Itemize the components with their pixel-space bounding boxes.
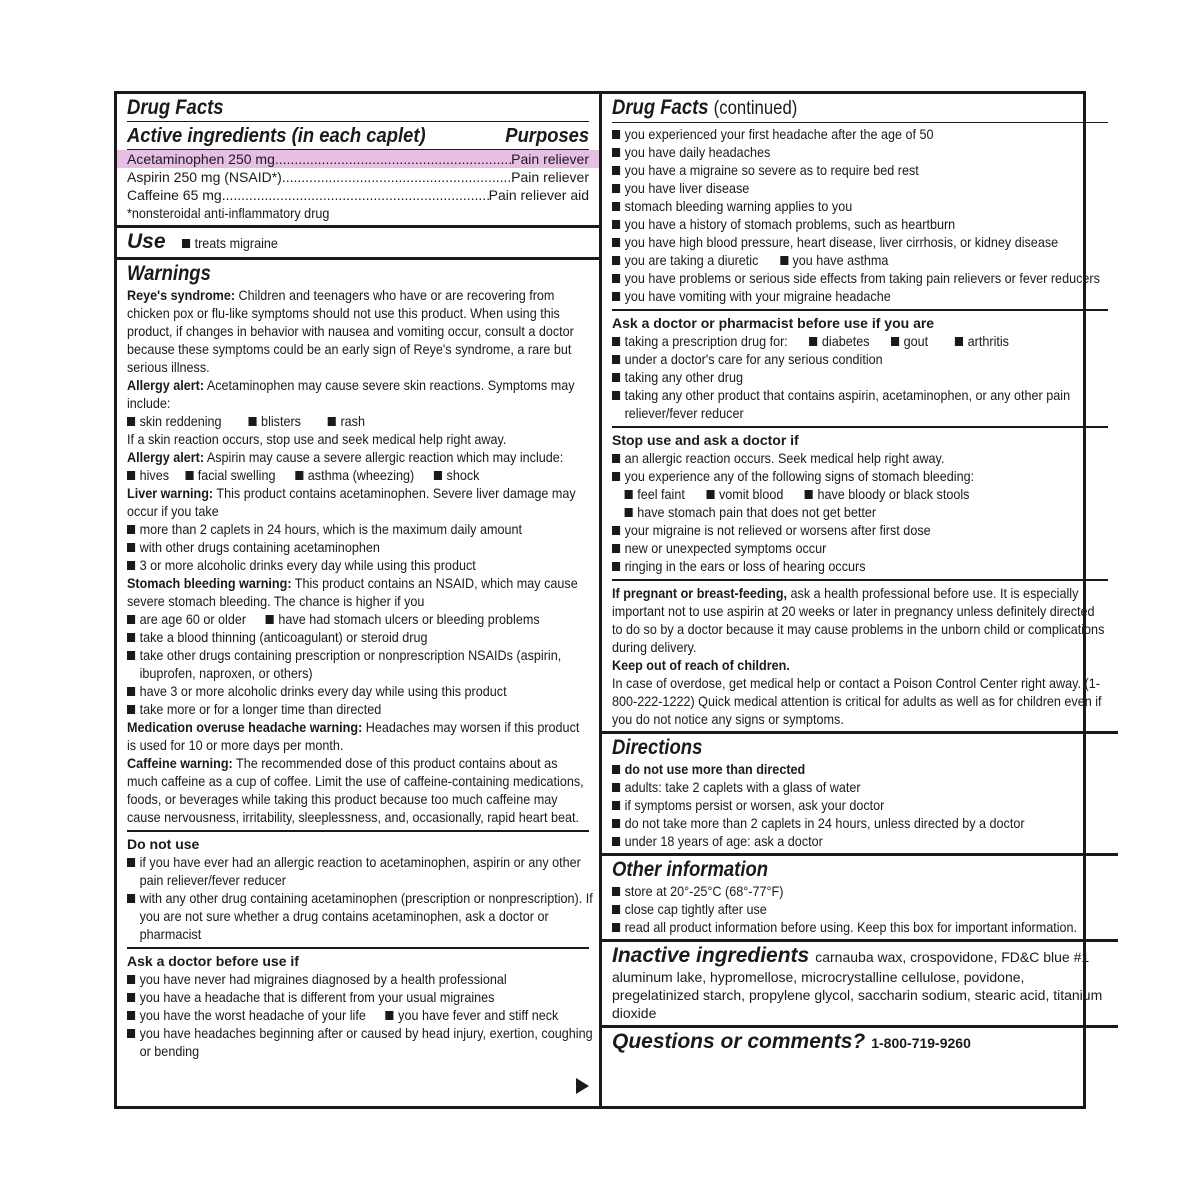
use-section [117, 225, 599, 257]
overuse-warning [127, 718, 589, 754]
allergy-1-after: If a skin reaction occurs, stop use and seek medical help right away. [127, 431, 507, 447]
continue-arrow-icon [576, 1078, 589, 1094]
stop-use-heading: Stop use and ask a doctor if [612, 432, 799, 448]
continued-section [602, 94, 1118, 731]
ask-doctor-item: you have daily headaches [612, 143, 1107, 161]
warnings-section [117, 257, 599, 1106]
ingredient-row [117, 150, 599, 168]
ask-doctor-item: you have never had migraines diagnosed by a health professional [127, 970, 589, 988]
questions-line [612, 1030, 1108, 1054]
bleeding-signs [612, 503, 1120, 521]
ingredient-name: Caffeine 65 mg [127, 187, 222, 203]
ask-doctor-item: you have a history of stomach problems, such as heartburn [612, 215, 1107, 233]
ask-doctor-item: you have headaches beginning after or caused by head injury, exertion, coughing or bending [127, 1024, 601, 1060]
reyes-label: Reye's syndrome: [127, 287, 236, 303]
pharmacist-item: taking a prescription drug for: [612, 333, 788, 349]
allergy-1-symptoms [127, 412, 589, 430]
ask-doctor-item: you have problems or serious side effects from taking pain relievers or fever reducers [612, 269, 1120, 287]
ask-pharmacist-heading: Ask a doctor or pharmacist before use if you are [612, 315, 935, 331]
ingredient-purpose: Pain reliever [511, 151, 589, 167]
stomach-item: have had stomach ulcers or bleeding problems [266, 611, 540, 627]
symptom: asthma (wheezing) [295, 467, 414, 483]
prescription-drug-line [612, 332, 1107, 350]
ingredient-purpose: Pain reliever [511, 169, 589, 185]
ask-doctor-item: you have high blood pressure, heart disease, liver cirrhosis, or kidney disease [612, 233, 1107, 251]
keep-out-of-reach: Keep out of reach of children. [612, 657, 790, 673]
ingredient-row [127, 186, 589, 204]
condition: diabetes [809, 333, 869, 349]
direction-item: under 18 years of age: ask a doctor [612, 832, 1107, 850]
drug-facts-title: Drug Facts [127, 96, 224, 119]
symptom: facial swelling [185, 467, 275, 483]
ask-doctor-item: you experienced your first headache after the age of 50 [612, 125, 1107, 143]
liver-item: with other drugs containing acetaminophen [127, 538, 589, 556]
condition: arthritis [955, 333, 1009, 349]
leader-dots [222, 186, 489, 204]
ask-doctor-heading: Ask a doctor before use if [127, 953, 299, 969]
ask-doctor-item: you have fever and stiff neck [386, 1007, 559, 1023]
questions-section [602, 1025, 1118, 1106]
ask-doctor-inline-items [612, 251, 1107, 269]
stomach-text: This product contains an NSAID, which may cause severe stomach bleeding. The chance is higher if you [127, 575, 578, 609]
directions-section [602, 731, 1118, 853]
other-info-item: close cap tightly after use [612, 900, 1107, 918]
allergy-alert-1 [127, 376, 589, 412]
ask-doctor-item: you have a migraine so severe as to require bed rest [612, 161, 1107, 179]
inactive-heading: Inactive ingredients [612, 944, 810, 967]
drug-facts-label [114, 91, 1105, 1109]
liver-text: This product contains acetaminophen. Severe liver damage may occur if you take [127, 485, 576, 519]
symptom: hives [127, 467, 169, 483]
leader-dots [282, 168, 511, 186]
reyes-warning [127, 286, 589, 376]
stop-use-item: an allergic reaction occurs. Seek medical help right away. [612, 449, 1107, 467]
direction-item: adults: take 2 caplets with a glass of water [612, 778, 1107, 796]
stop-use-item: ringing in the ears or loss of hearing occurs [612, 557, 1107, 575]
active-header [127, 124, 589, 148]
stop-use-item: new or unexpected symptoms occur [612, 539, 1107, 557]
do-not-use-heading: Do not use [127, 836, 200, 852]
allergy-label: Allergy alert: [127, 449, 205, 465]
pharmacist-item: taking any other drug [612, 368, 1107, 386]
divider [127, 947, 589, 949]
stop-use-item: your migraine is not relieved or worsens after first dose [612, 521, 1107, 539]
divider [127, 830, 589, 832]
direction-item: do not take more than 2 caplets in 24 hours, unless directed by a doctor [612, 814, 1107, 832]
ask-doctor-item: you have the worst headache of your life [127, 1007, 366, 1023]
do-not-use-item: if you have ever had an allergic reaction to acetaminophen, aspirin or any other pain reliever/fever reducer [127, 853, 601, 889]
allergy-2-symptoms [127, 466, 589, 484]
stomach-item: take more or for a longer time than directed [127, 700, 589, 718]
pharmacist-item: taking any other product that contains aspirin, acetaminophen, or any other pain reliever/fever reducer [612, 386, 1120, 422]
direction-item: do not use more than directed [612, 760, 1107, 778]
title-text: Drug Facts [612, 96, 709, 119]
allergy-alert-2 [127, 448, 589, 466]
drug-facts-continued-title [612, 96, 1048, 121]
ingredient-name: Acetaminophen 250 mg [127, 151, 275, 167]
other-info-item: store at 20°-25°C (68°-77°F) [612, 882, 1107, 900]
directions-heading: Directions [612, 736, 703, 759]
inactive-list: carnauba wax, crospovidone, FD&C blue #1 aluminum lake, hypromellose, microcrystalline cellulose, povidone, pregelatinized starch, propylene glycol, saccharin sodium, stearic acid, titanium dioxide [612, 949, 1103, 1021]
ingredient-purpose: Pain reliever aid [488, 187, 589, 203]
divider [612, 309, 1108, 311]
ask-doctor-item: you have a headache that is different from your usual migraines [127, 988, 589, 1006]
stomach-item: take other drugs containing prescription or nonprescription NSAIDs (aspirin, ibuprofen, naproxen, or others) [127, 646, 601, 682]
allergy-text: Aspirin may cause a severe allergic reaction which may include: [206, 449, 564, 465]
questions-phone: 1-800-719-9260 [871, 1035, 971, 1051]
allergy-text: Acetaminophen may cause severe skin reactions. Symptoms may include: [127, 377, 575, 411]
purposes-heading: Purposes [505, 125, 589, 147]
use-line [127, 230, 589, 254]
ask-doctor-item: you are taking a diuretic [612, 252, 758, 268]
active-ingredients-section [117, 94, 599, 225]
warnings-heading: Warnings [127, 262, 211, 285]
inactive-ingredients [612, 944, 1108, 1022]
bleeding-sign: vomit blood [706, 486, 783, 502]
active-ingredients-heading: Active ingredients (in each caplet) [127, 125, 426, 147]
do-not-use-item: with any other drug containing acetaminophen (prescription or nonprescription). If you are not sure whether a drug contains acetaminophen, ask a doctor or pharmacist [127, 889, 601, 943]
symptom: shock [434, 467, 480, 483]
other-information-heading: Other information [612, 858, 769, 881]
stomach-label: Stomach bleeding warning: [127, 575, 292, 591]
liver-warning [127, 484, 589, 520]
ask-doctor-item: you have liver disease [612, 179, 1107, 197]
use-item: treats migraine [182, 234, 278, 252]
ask-doctor-inline-items [127, 1006, 589, 1024]
liver-label: Liver warning: [127, 485, 214, 501]
divider [612, 579, 1108, 581]
caffeine-warning [127, 754, 589, 826]
other-information-section [602, 853, 1118, 939]
overdose-text: In case of overdose, get medical help or contact a Poison Control Center right away. (1-800-222-1222) Quick medical attention is critical for adults as well as for children even if you do not notice any signs or symptoms. [612, 675, 1102, 727]
divider [127, 121, 589, 122]
stomach-warning [127, 574, 589, 610]
ingredient-name: Aspirin 250 mg (NSAID*) [127, 169, 282, 185]
stomach-item: are age 60 or older [127, 611, 246, 627]
overuse-text: Headaches may worsen if this product is used for 10 or more days per month. [127, 719, 580, 753]
caffeine-label: Caffeine warning: [127, 755, 233, 771]
liver-item: 3 or more alcoholic drinks every day while using this product [127, 556, 589, 574]
allergy-label: Allergy alert: [127, 377, 205, 393]
liver-item: more than 2 caplets in 24 hours, which is the maximum daily amount [127, 520, 589, 538]
title-suffix: (continued) [713, 98, 798, 119]
divider [612, 122, 1108, 123]
ask-doctor-item: stomach bleeding warning applies to you [612, 197, 1107, 215]
other-info-item: read all product information before using. Keep this box for important information. [612, 918, 1120, 936]
pregnancy-text: ask a health professional before use. It is especially important not to use aspirin at 20 weeks or later in pregnancy unless definitely directed to do so by a doctor because it may cause problems in the unborn child or complications during delivery. [612, 585, 1105, 655]
symptom: blisters [248, 413, 301, 429]
ingredient-row [127, 168, 589, 186]
ask-doctor-item: you have vomiting with your migraine headache [612, 287, 1107, 305]
inactive-ingredients-section [602, 939, 1118, 1025]
bleeding-sign: feel faint [625, 486, 685, 502]
stop-use-item: you experience any of the following signs of stomach bleeding: [612, 467, 1107, 485]
symptom: skin reddening [127, 413, 222, 429]
overuse-label: Medication overuse headache warning: [127, 719, 363, 735]
pharmacist-item: under a doctor's care for any serious condition [612, 350, 1107, 368]
bleeding-sign: have stomach pain that does not get better [625, 504, 876, 520]
stomach-item: have 3 or more alcoholic drinks every day while using this product [127, 682, 589, 700]
use-heading: Use [127, 230, 166, 253]
bleeding-sign: have bloody or black stools [805, 486, 970, 502]
pregnancy-label: If pregnant or breast-feeding, [612, 585, 788, 601]
left-column [117, 94, 602, 1106]
condition: gout [891, 333, 928, 349]
leader-dots [275, 150, 511, 168]
stomach-inline-items [127, 610, 589, 628]
symptom: rash [328, 413, 365, 429]
reyes-text: Children and teenagers who have or are recovering from chicken pox or flu-like symptoms should not use this product. When using this product, if changes in behavior with nausea and vomiting occur, consult a doctor because these symptoms could be an early sign of Reye's syndrome, a rare but serious illness. [127, 287, 574, 375]
caffeine-text: The recommended dose of this product contains about as much caffeine as a cup of coffee. Limit the use of caffeine-containing medications, foods, or beverages while taking this product because too much caffeine may cause nervousness, irritability, sleeplessness, and, occasionally, rapid heart beat. [127, 755, 584, 825]
stomach-item: take a blood thinning (anticoagulant) or steroid drug [127, 628, 589, 646]
bleeding-signs [612, 485, 1120, 503]
divider [612, 426, 1108, 428]
nsaid-footnote: *nonsteroidal anti-inflammatory drug [127, 205, 330, 221]
pregnancy-warning [612, 584, 1107, 656]
right-column [602, 94, 1118, 1106]
ask-doctor-item: you have asthma [780, 252, 889, 268]
questions-heading: Questions or comments? [612, 1030, 866, 1053]
direction-item: if symptoms persist or worsen, ask your doctor [612, 796, 1107, 814]
